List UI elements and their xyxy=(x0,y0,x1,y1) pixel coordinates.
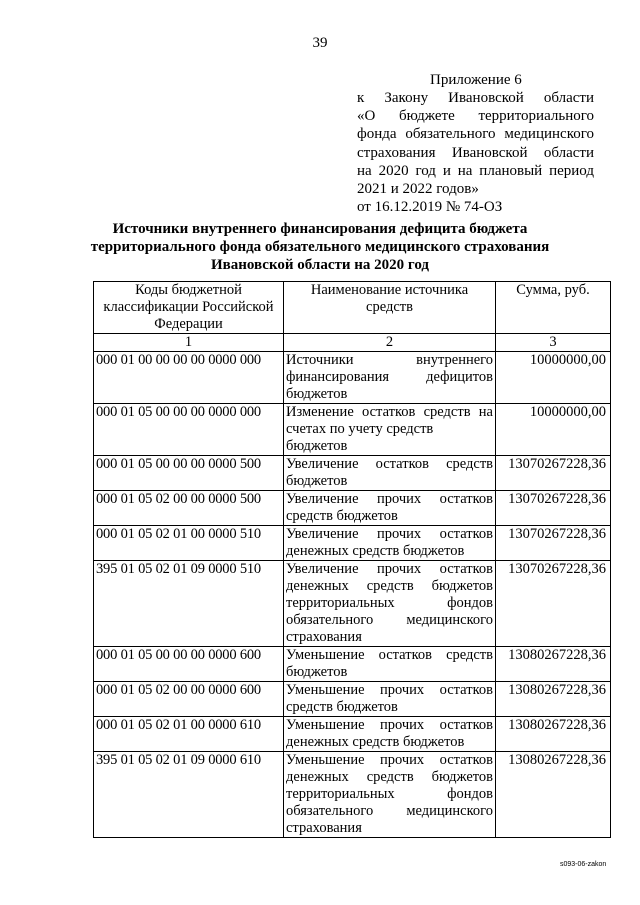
appendix-reference xyxy=(357,89,594,216)
header-name xyxy=(284,282,496,334)
table-header-row xyxy=(94,282,611,334)
source-name-line: территориальных фондов xyxy=(286,595,493,611)
source-name-line: Уменьшение прочих остатков xyxy=(286,682,493,698)
source-name-line: бюджетов xyxy=(286,386,348,402)
table-row xyxy=(94,682,611,717)
source-name-line: Уменьшение прочих остатков xyxy=(286,752,493,768)
amount-cell: 13070267228,36 xyxy=(496,526,611,561)
source-name-cell xyxy=(284,526,496,561)
source-name-line: страхования xyxy=(286,629,362,645)
title-line: Источники внутреннего финансирования дефицита бюджета xyxy=(112,221,528,237)
source-name-line: денежных средств бюджетов xyxy=(286,578,493,594)
amount-cell: 13080267228,36 xyxy=(496,682,611,717)
source-name-cell xyxy=(284,352,496,404)
source-name-cell xyxy=(284,647,496,682)
title-line: Ивановской области на 2020 год xyxy=(210,257,429,273)
header-codes-line: Федерации xyxy=(154,316,223,332)
column-number: 2 xyxy=(284,334,496,352)
table-row xyxy=(94,526,611,561)
source-name-cell xyxy=(284,561,496,647)
source-name-line: денежных средств бюджетов xyxy=(286,769,493,785)
amount-cell: 13070267228,36 xyxy=(496,561,611,647)
footer-code: s093-06-zakon xyxy=(560,861,607,868)
source-name-line: бюджетов xyxy=(286,664,348,680)
header-codes-line: классификации Российской xyxy=(103,299,274,315)
page-number: 39 xyxy=(312,35,328,51)
document-title xyxy=(60,220,580,274)
amount-cell: 10000000,00 xyxy=(496,404,611,456)
source-name-line: Увеличение прочих остатков xyxy=(286,491,493,507)
budget-code-cell: 000 01 05 00 00 00 0000 000 xyxy=(94,404,284,456)
budget-code-cell: 000 01 05 02 01 00 0000 610 xyxy=(94,717,284,752)
source-name-line: страхования xyxy=(286,820,362,836)
source-name-line: обязательного медицинского xyxy=(286,803,493,819)
source-name-line: денежных средств бюджетов xyxy=(286,734,465,750)
table-row xyxy=(94,491,611,526)
amount-cell: 13070267228,36 xyxy=(496,456,611,491)
source-name-cell xyxy=(284,752,496,838)
amount-cell: 10000000,00 xyxy=(496,352,611,404)
header-name-line: средств xyxy=(366,299,413,315)
budget-code-cell: 000 01 00 00 00 00 0000 000 xyxy=(94,352,284,404)
source-name-line: Источники внутреннего xyxy=(286,352,493,368)
budget-code-cell: 000 01 05 02 00 00 0000 500 xyxy=(94,491,284,526)
budget-code-cell: 000 01 05 00 00 00 0000 500 xyxy=(94,456,284,491)
header-sum: Сумма, руб. xyxy=(496,282,611,334)
budget-code-cell: 000 01 05 00 00 00 0000 600 xyxy=(94,647,284,682)
source-name-line: обязательного медицинского xyxy=(286,612,493,628)
table-row xyxy=(94,456,611,491)
amount-cell: 13080267228,36 xyxy=(496,752,611,838)
source-name-line: бюджетов xyxy=(286,473,348,489)
appendix-line: «О бюджете территориального xyxy=(357,108,594,125)
table-row xyxy=(94,561,611,647)
source-name-line: Увеличение прочих остатков xyxy=(286,561,493,577)
appendix-line: 2021 и 2022 годов» xyxy=(357,181,479,198)
appendix-line: к Закону Ивановской области xyxy=(357,90,594,106)
column-number: 1 xyxy=(94,334,284,352)
source-name-cell xyxy=(284,682,496,717)
amount-cell: 13070267228,36 xyxy=(496,491,611,526)
source-name-line: денежных средств бюджетов xyxy=(286,543,465,559)
amount-cell: 13080267228,36 xyxy=(496,647,611,682)
column-number-row xyxy=(94,334,611,352)
table-row xyxy=(94,647,611,682)
source-name-line: Увеличение остатков средств xyxy=(286,456,493,472)
table-row xyxy=(94,752,611,838)
header-codes-line: Коды бюджетной xyxy=(135,282,242,298)
budget-code-cell: 000 01 05 02 01 00 0000 510 xyxy=(94,526,284,561)
appendix-line: на 2020 год и на плановый период xyxy=(357,162,594,179)
appendix-line: от 16.12.2019 № 74-ОЗ xyxy=(357,199,503,216)
source-name-cell xyxy=(284,717,496,752)
title-line: территориального фонда обязательного медицинского страхования xyxy=(90,239,550,255)
budget-code-cell: 395 01 05 02 01 09 0000 510 xyxy=(94,561,284,647)
source-name-line: финансирования дефицитов xyxy=(286,369,493,385)
source-name-line: территориальных фондов xyxy=(286,786,493,802)
appendix-title: Приложение 6 xyxy=(430,72,522,88)
source-name-line: Уменьшение прочих остатков xyxy=(286,717,493,733)
amount-cell: 13080267228,36 xyxy=(496,717,611,752)
source-name-cell xyxy=(284,404,496,456)
column-number: 3 xyxy=(496,334,611,352)
source-name-line: Изменение остатков средств на xyxy=(286,404,493,420)
source-name-line: средств бюджетов xyxy=(286,508,398,524)
financing-sources-table xyxy=(93,281,611,838)
table-row xyxy=(94,352,611,404)
source-name-line: средств бюджетов xyxy=(286,699,398,715)
source-name-line: счетах по учету средств бюджетов xyxy=(286,421,434,454)
source-name-line: Увеличение прочих остатков xyxy=(286,526,493,542)
table-row xyxy=(94,717,611,752)
source-name-cell xyxy=(284,456,496,491)
budget-code-cell: 395 01 05 02 01 09 0000 610 xyxy=(94,752,284,838)
header-codes xyxy=(94,282,284,334)
appendix-line: страхования Ивановской области xyxy=(357,144,594,161)
table-row xyxy=(94,404,611,456)
budget-code-cell: 000 01 05 02 00 00 0000 600 xyxy=(94,682,284,717)
source-name-cell xyxy=(284,491,496,526)
source-name-line: Уменьшение остатков средств xyxy=(286,647,493,663)
header-name-line: Наименование источника xyxy=(310,282,469,298)
appendix-line: фонда обязательного медицинского xyxy=(357,126,594,143)
